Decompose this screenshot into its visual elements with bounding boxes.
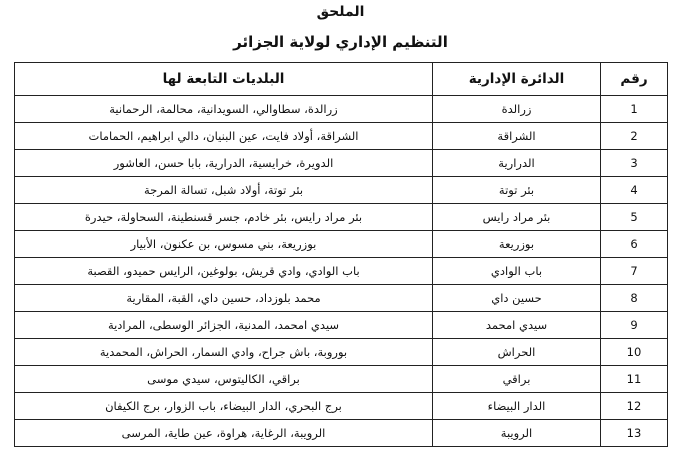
row-number-cell: 4: [601, 177, 668, 204]
row-number-cell: 8: [601, 285, 668, 312]
row-daira-cell: بوزريعة: [433, 231, 601, 258]
row-communes-cell: بئر مراد رايس، بئر خادم، جسر قسنطينة، السحاولة، حيدرة: [15, 204, 433, 231]
row-number-cell: 5: [601, 204, 668, 231]
row-number-cell: 6: [601, 231, 668, 258]
row-number-cell: 7: [601, 258, 668, 285]
administrative-table: [14, 62, 668, 447]
row-daira-cell: زرالدة: [433, 96, 601, 123]
row-communes-cell: الدويرة، خرايسية، الدرارية، بابا حسن، العاشور: [15, 150, 433, 177]
table-row: [15, 339, 668, 366]
row-number-cell: 2: [601, 123, 668, 150]
row-daira-cell: الشراقة: [433, 123, 601, 150]
table-row: [15, 96, 668, 123]
column-header-daira: الدائرة الإدارية: [433, 63, 601, 96]
row-communes-cell: سيدي امحمد، المدنية، الجزائر الوسطى، المرادية: [15, 312, 433, 339]
row-daira-cell: بئر توتة: [433, 177, 601, 204]
row-number-cell: 10: [601, 339, 668, 366]
row-communes-cell: بئر توتة، أولاد شبل، تسالة المرجة: [15, 177, 433, 204]
row-number-cell: 9: [601, 312, 668, 339]
row-daira-cell: باب الوادي: [433, 258, 601, 285]
row-number-cell: 13: [601, 420, 668, 447]
row-daira-cell: الحراش: [433, 339, 601, 366]
table-row: [15, 393, 668, 420]
row-number-cell: 12: [601, 393, 668, 420]
row-communes-cell: زرالدة، سطاوالي، السويدانية، محالمة، الرحمانية: [15, 96, 433, 123]
table-row: [15, 177, 668, 204]
row-daira-cell: الدار البيضاء: [433, 393, 601, 420]
column-header-communes: البلديات التابعة لها: [15, 63, 433, 96]
row-number-cell: 1: [601, 96, 668, 123]
table-row: [15, 123, 668, 150]
row-daira-cell: سيدي امحمد: [433, 312, 601, 339]
table-row: [15, 150, 668, 177]
row-number-cell: 11: [601, 366, 668, 393]
column-header-number: رقم: [601, 63, 668, 96]
row-communes-cell: براقي، الكاليتوس، سيدي موسى: [15, 366, 433, 393]
appendix-header: الملحق: [316, 4, 365, 20]
table-row: [15, 231, 668, 258]
table-row: [15, 285, 668, 312]
row-communes-cell: الشراقة، أولاد فايت، عين البنيان، دالي ابراهيم، الحمامات: [15, 123, 433, 150]
row-communes-cell: محمد بلوزداد، حسين داي، القبة، المقارية: [15, 285, 433, 312]
row-daira-cell: الدرارية: [433, 150, 601, 177]
row-communes-cell: بوروبة، باش جراح، وادي السمار، الحراش، المحمدية: [15, 339, 433, 366]
row-communes-cell: باب الوادي، وادي قريش، بولوغين، الرايس حميدو، القصبة: [15, 258, 433, 285]
row-communes-cell: بوزريعة، بني مسوس، بن عكنون، الأبيار: [15, 231, 433, 258]
table-row: [15, 258, 668, 285]
table-header-row: [15, 63, 668, 96]
row-daira-cell: بئر مراد رايس: [433, 204, 601, 231]
table-row: [15, 312, 668, 339]
row-daira-cell: براقي: [433, 366, 601, 393]
row-communes-cell: برج البحري، الدار البيضاء، باب الزوار، برج الكيفان: [15, 393, 433, 420]
table-row: [15, 204, 668, 231]
table-row: [15, 366, 668, 393]
row-daira-cell: الرويبة: [433, 420, 601, 447]
row-number-cell: 3: [601, 150, 668, 177]
document-title: التنظيم الإداري لولاية الجزائر: [233, 33, 448, 51]
row-communes-cell: الرويبة، الرغاية، هراوة، عين طاية، المرسى: [15, 420, 433, 447]
row-daira-cell: حسين داي: [433, 285, 601, 312]
table-row: [15, 420, 668, 447]
